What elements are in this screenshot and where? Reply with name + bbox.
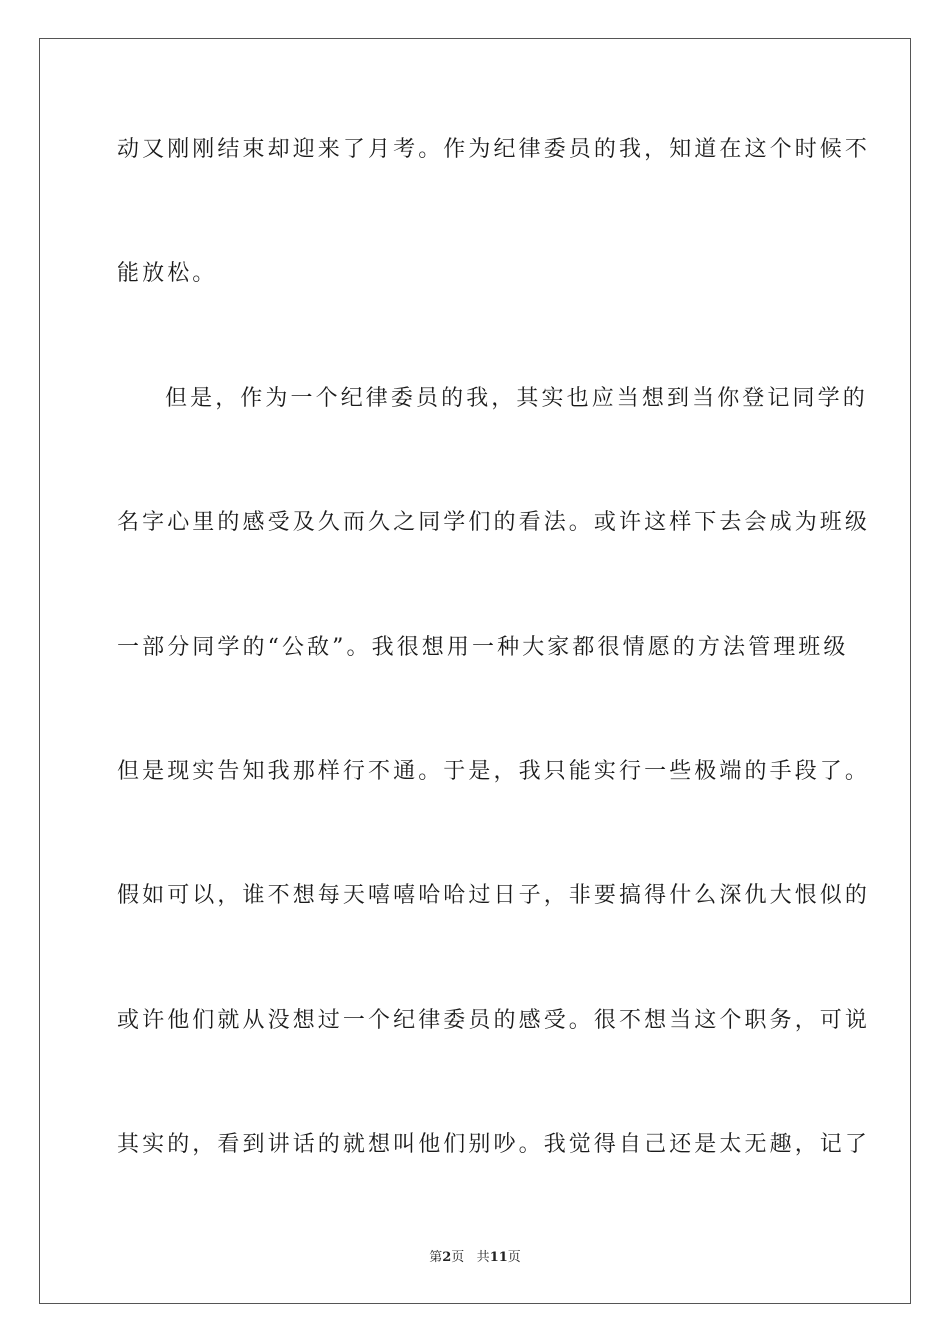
- text-line-6: 但是现实告知我那样行不通。于是，我只能实行一些极端的手段了。: [117, 759, 871, 784]
- text-line-7: 假如可以，谁不想每天嘻嘻哈哈过日子，非要搞得什么深仇大恨似的: [117, 883, 871, 908]
- page-prefix: 第: [429, 1250, 443, 1265]
- page-suffix: 页: [451, 1250, 465, 1265]
- text-line-4: 名字心里的感受及久而久之同学们的看法。或许这样下去会成为班级: [117, 510, 871, 535]
- text-line-1: 动又刚刚结束却迎来了月考。作为纪律委员的我，知道在这个时候不: [117, 137, 871, 162]
- text-line-9: 其实的，看到讲话的就想叫他们别吵。我觉得自己还是太无趣，记了: [117, 1132, 871, 1157]
- text-line-3: 但是，作为一个纪律委员的我，其实也应当想到当你登记同学的: [165, 386, 868, 411]
- total-prefix: 共: [476, 1250, 490, 1265]
- page-footer: [0, 1246, 950, 1265]
- text-line-2: 能放松。: [117, 261, 218, 286]
- total-pages: 11: [489, 1250, 508, 1265]
- text-line-8: 或许他们就从没想过一个纪律委员的感受。很不想当这个职务，可说: [117, 1008, 871, 1033]
- total-suffix: 页: [507, 1250, 521, 1265]
- page-number: 2: [442, 1250, 452, 1265]
- text-line-5: 一部分同学的“公敌”。我很想用一种大家都很情愿的方法管理班级: [117, 635, 849, 660]
- page-border: [39, 38, 911, 1304]
